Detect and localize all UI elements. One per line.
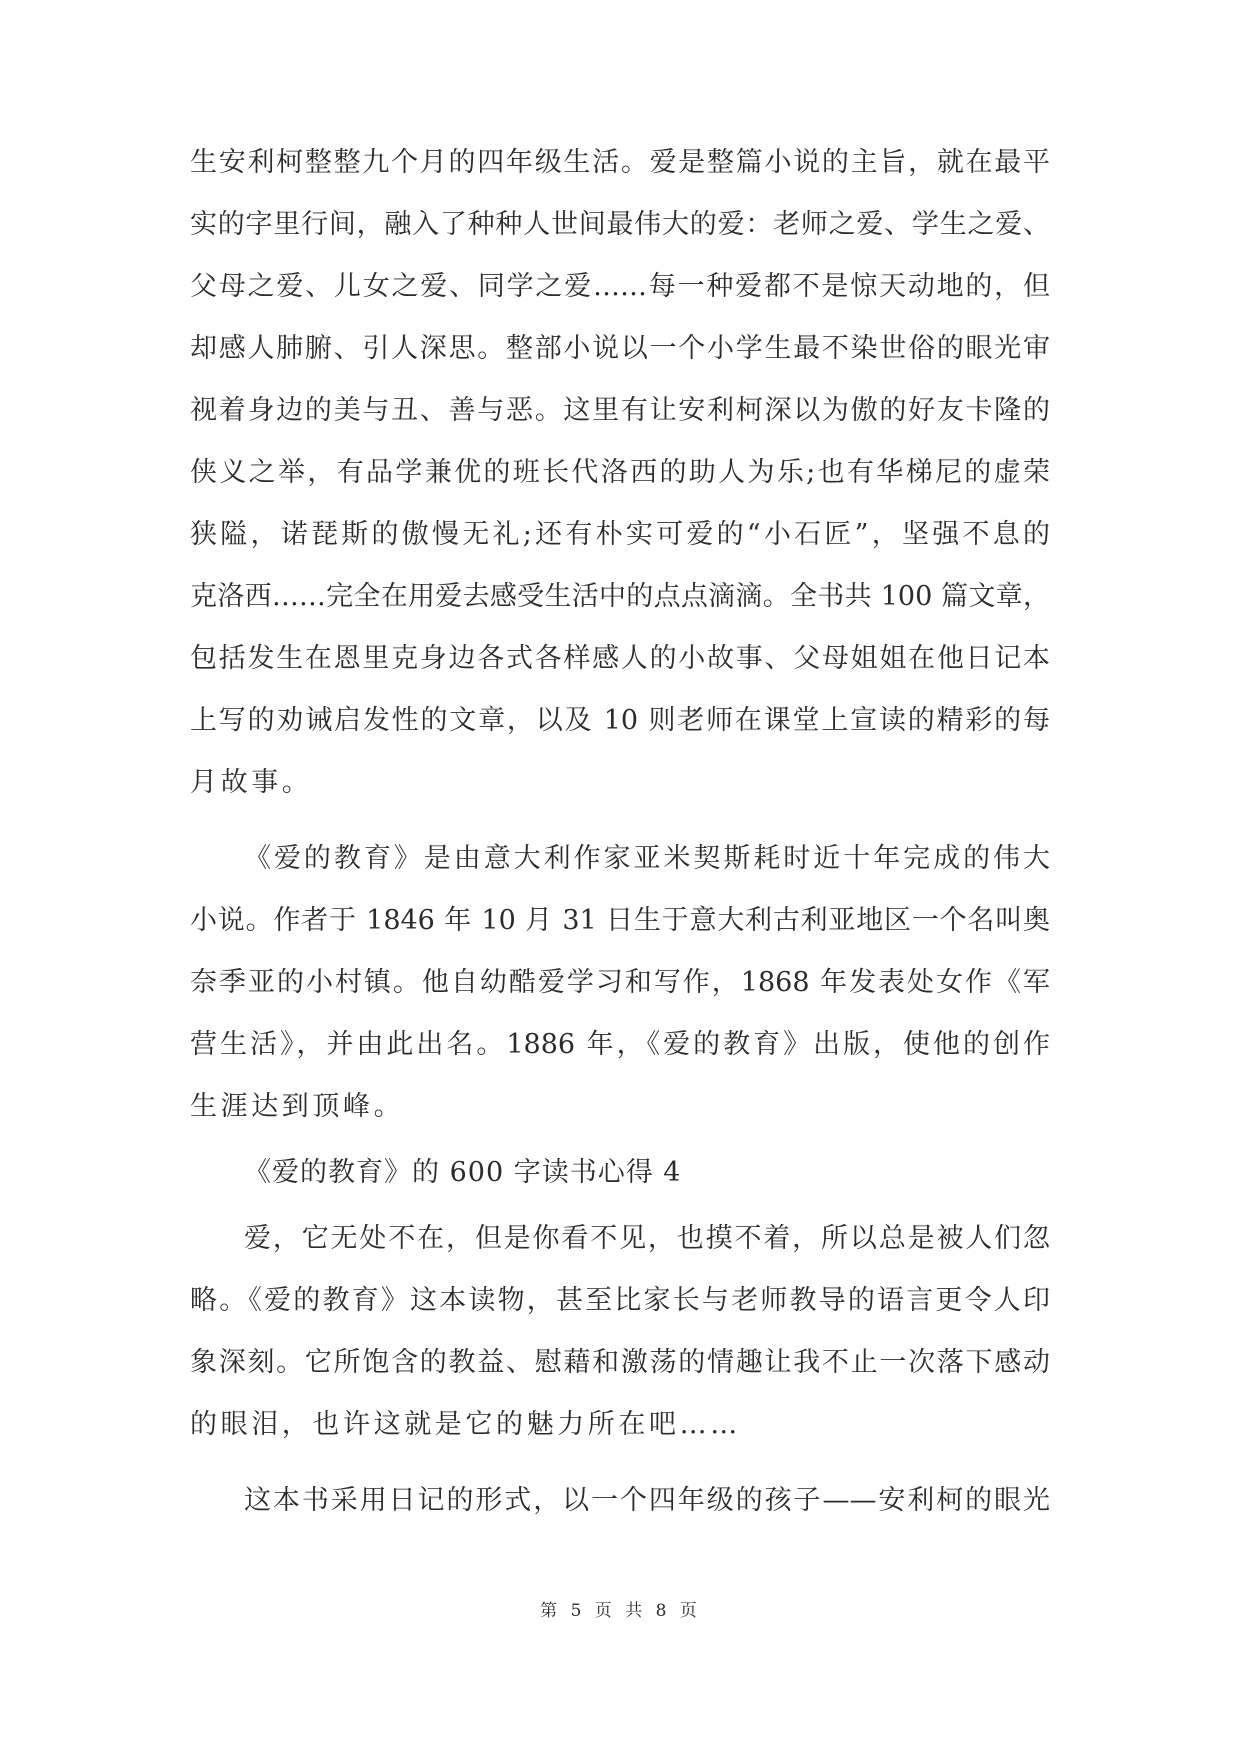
body-text-line: 的眼泪，也许这就是它的魅力所在吧…… — [190, 1409, 741, 1440]
body-text-line: 视着身边的美与丑、善与恶。这里有让安利柯深以为傲的好友卡隆的 — [190, 395, 1050, 426]
body-text-line: 生涯达到顶峰。 — [190, 1091, 405, 1122]
body-text-line: 奈季亚的小村镇。他自幼酷爱学习和写作，1868 年发表处女作《军 — [190, 967, 1050, 998]
body-text-line: 月故事。 — [190, 767, 313, 798]
body-text-line: 象深刻。它所饱含的教益、慰藉和激荡的情趣让我不止一次落下感动 — [190, 1347, 1050, 1378]
body-text-line: 包括发生在恩里克身边各式各样感人的小故事、父母姐姐在他日记本 — [190, 643, 1050, 674]
paragraph-start-line: 这本书采用日记的形式，以一个四年级的孩子——安利柯的眼光 — [244, 1485, 1050, 1516]
body-text-line: 营生活》，并由此出名。1886 年，《爱的教育》出版，使他的创作 — [190, 1029, 1050, 1060]
body-text-line: 狭隘，诺琵斯的傲慢无礼;还有朴实可爱的“小石匠”，坚强不息的 — [190, 519, 1050, 550]
body-text-line: 小说。作者于 1846 年 10 月 31 日生于意大利古利亚地区一个名叫奥 — [190, 905, 1050, 936]
section-heading: 《爱的教育》的 600 字读书心得 4 — [244, 1157, 682, 1188]
body-text-line: 实的字里行间，融入了种种人世间最伟大的爱：老师之爱、学生之爱、 — [190, 209, 1050, 240]
body-text-line: 上写的劝诫启发性的文章，以及 10 则老师在课堂上宣读的精彩的每 — [190, 705, 1050, 736]
body-text-line: 生安利柯整整九个月的四年级生活。爱是整篇小说的主旨，就在最平 — [190, 147, 1050, 178]
paragraph-start-line: 《爱的教育》是由意大利作家亚米契斯耗时近十年完成的伟大 — [244, 843, 1050, 874]
body-text-line: 父母之爱、儿女之爱、同学之爱……每一种爱都不是惊天动地的，但 — [190, 271, 1050, 302]
body-text-line: 克洛西……完全在用爱去感受生活中的点点滴滴。全书共 100 篇文章， — [190, 581, 1050, 612]
body-text-line: 却感人肺腑、引人深思。整部小说以一个小学生最不染世俗的眼光审 — [190, 333, 1050, 364]
body-text-line: 侠义之举，有品学兼优的班长代洛西的助人为乐;也有华梯尼的虚荣 — [190, 457, 1050, 488]
paragraph-start-line: 爱，它无处不在，但是你看不见，也摸不着，所以总是被人们忽 — [244, 1223, 1050, 1254]
page-footer: 第 5 页 共 8 页 — [540, 1601, 701, 1621]
body-text-line: 略。《爱的教育》这本读物，甚至比家长与老师教导的语言更令人印 — [190, 1285, 1050, 1316]
